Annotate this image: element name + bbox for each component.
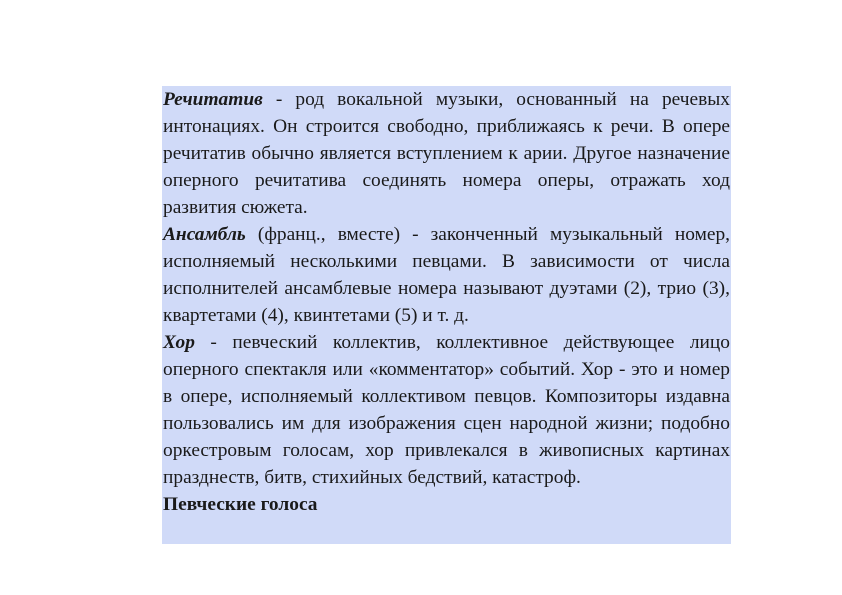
- paragraph-recitative: [163, 86, 730, 221]
- section-heading: Певческие голоса: [163, 494, 318, 515]
- term-recitative: Речитатив: [163, 89, 263, 110]
- text-box: [162, 86, 731, 544]
- definition-ensemble: (франц., вместе) - законченный музыкальный номер, исполняемый несколькими певцами. В зависимости от числа исполнителей ансамблевые номера называют дуэтами (2), трио (3), квартетами (4), квинтетами (5) и т. д.: [163, 224, 730, 326]
- term-choir: Хор: [163, 332, 195, 353]
- definition-recitative: - род вокальной музыки, основанный на речевых интонациях. Он строится свободно, приближаясь к речи. В опере речитатив обычно является вступлением к арии. Другое назначение оперного речитатива соединять номера оперы, отражать ход развития сюжета.: [163, 89, 730, 218]
- term-ensemble: Ансамбль: [163, 224, 246, 245]
- paragraph-choir: [163, 329, 730, 491]
- definition-choir: - певческий коллектив, коллективное действующее лицо оперного спектакля или «комментатор» событий. Хор - это и номер в опере, исполняемый коллективом певцов. Композиторы издавна пользовались им для изображения сцен народной жизни; подобно оркестровым голосам, хор привлекался в живописных картинах празднеств, битв, стихийных бедствий, катастроф.: [163, 332, 730, 488]
- paragraph-ensemble: [163, 221, 730, 329]
